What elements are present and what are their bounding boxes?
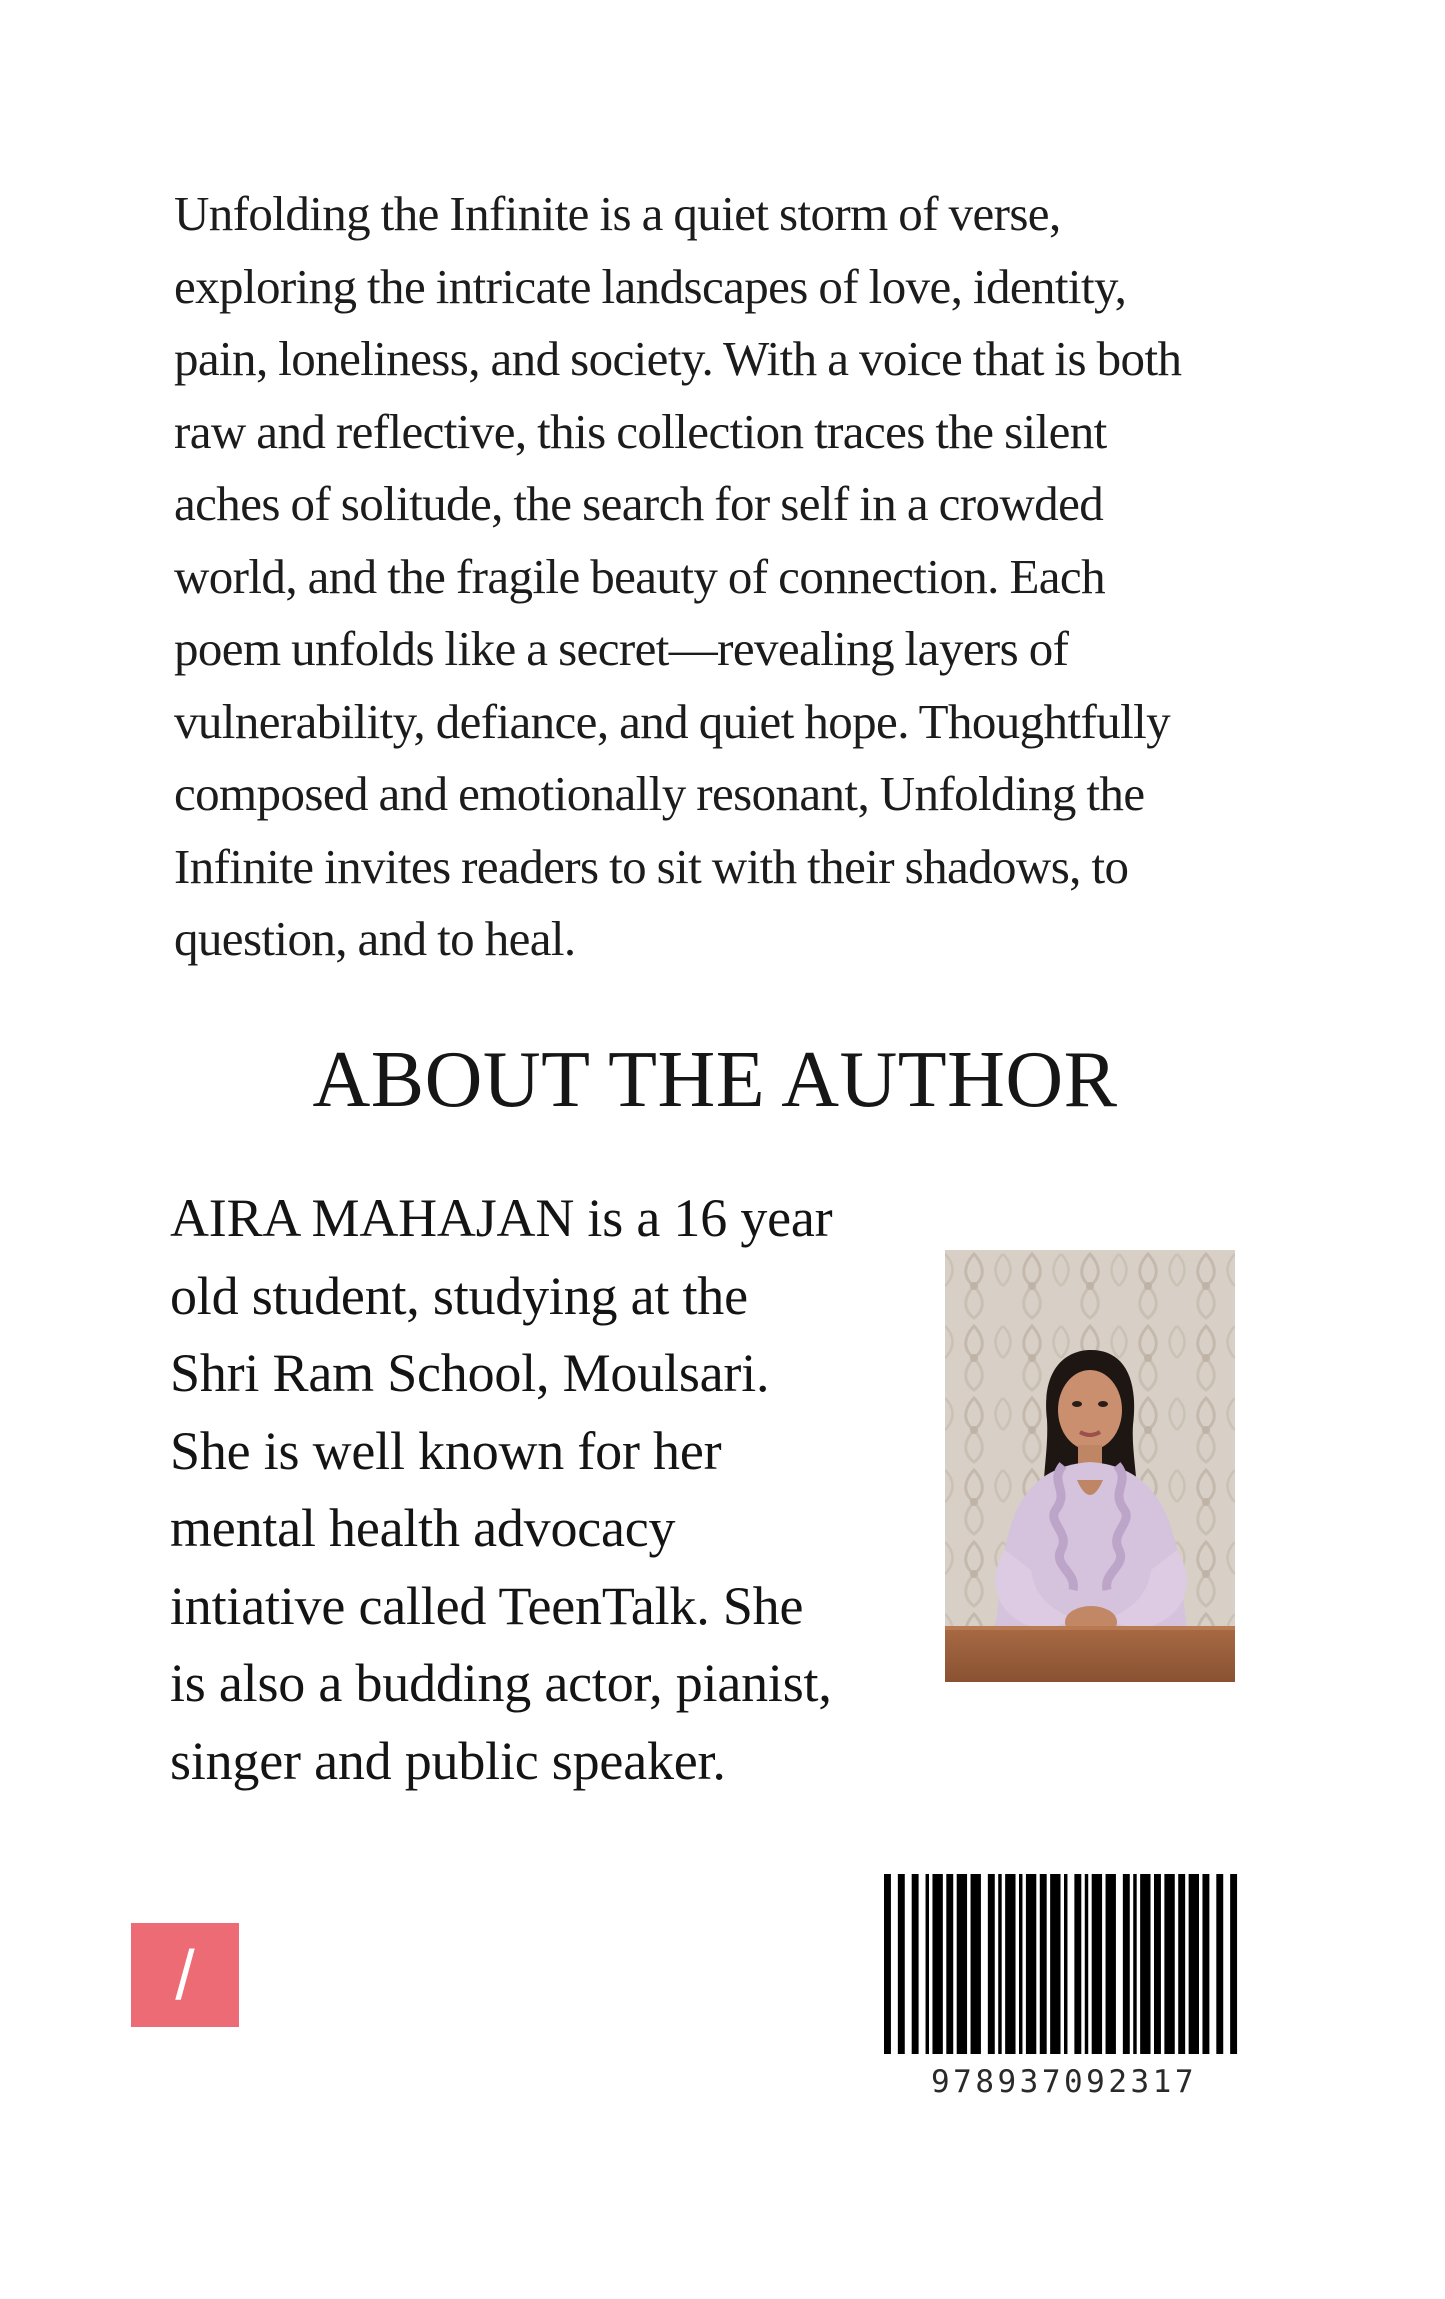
isbn-number: 978937092317 xyxy=(931,2064,1197,2100)
barcode-bar xyxy=(957,1874,967,2054)
bio-line: Shri Ram School, Moulsari. xyxy=(170,1343,770,1403)
bio-line: mental health advocacy xyxy=(170,1498,676,1558)
barcode-bar xyxy=(1164,1874,1174,2054)
blurb-line: Unfolding the Infinite is a quiet storm of verse, xyxy=(174,186,1061,241)
author-photo xyxy=(945,1250,1235,1682)
barcode-bar xyxy=(1123,1874,1130,2054)
barcode-bar xyxy=(1005,1874,1015,2054)
publisher-logo: / xyxy=(131,1923,239,2027)
barcode-bar xyxy=(946,1874,953,2054)
barcode-bar xyxy=(1040,1874,1047,2054)
barcode-bar xyxy=(998,1874,1001,2054)
isbn-barcode xyxy=(884,1874,1244,2054)
book-blurb xyxy=(174,178,1264,976)
barcode-bar xyxy=(1074,1874,1081,2054)
blurb-line: composed and emotionally resonant, Unfolding the xyxy=(174,766,1145,821)
barcode-bar xyxy=(1133,1874,1136,2054)
blurb-line: vulnerability, defiance, and quiet hope. Thoughtfully xyxy=(174,693,1171,749)
about-author-heading: ABOUT THE AUTHOR xyxy=(312,1036,1118,1124)
blurb-line: world, and the fragile beauty of connection. Each xyxy=(174,548,1105,604)
blurb-line: aches of solitude, the search for self in a crowded xyxy=(174,476,1104,531)
barcode-bar xyxy=(988,1874,995,2054)
barcode-bar xyxy=(926,1874,929,2054)
bio-line: intiative called TeenTalk. She xyxy=(170,1575,804,1636)
barcode-bar xyxy=(1178,1874,1185,2054)
author-bio xyxy=(170,1180,910,1800)
bio-line: singer and public speaker. xyxy=(170,1730,726,1791)
barcode-bar xyxy=(1026,1874,1036,2054)
blurb-line: pain, loneliness, and society. With a voice that is both xyxy=(174,331,1182,386)
barcode-bar xyxy=(1154,1874,1161,2054)
bio-line: is also a budding actor, pianist, xyxy=(170,1653,832,1713)
barcode-bar xyxy=(1106,1874,1116,2054)
barcode-bar xyxy=(1050,1874,1060,2054)
barcode-bar xyxy=(971,1874,981,2054)
blurb-line: exploring the intricate landscapes of love, identity, xyxy=(174,258,1127,314)
blurb-line: raw and reflective, this collection traces the silent xyxy=(174,403,1107,459)
bio-line: AIRA MAHAJAN is a 16 year xyxy=(170,1188,833,1248)
blurb-line: poem unfolds like a secret—revealing layers of xyxy=(174,621,1069,676)
barcode-bar xyxy=(1092,1874,1102,2054)
barcode-bar xyxy=(1064,1874,1067,2054)
barcode-bar xyxy=(884,1874,891,2054)
barcode-bar xyxy=(932,1874,942,2054)
barcode-bar xyxy=(1230,1874,1237,2054)
blurb-line: Infinite invites readers to sit with their shadows, to xyxy=(174,838,1129,894)
bio-line: She is well known for her xyxy=(170,1420,722,1481)
barcode-bar xyxy=(1019,1874,1022,2054)
barcode-bar xyxy=(898,1874,905,2054)
barcode-bar xyxy=(1140,1874,1150,2054)
bio-line: old student, studying at the xyxy=(170,1265,748,1326)
barcode-bar xyxy=(1189,1874,1199,2054)
barcode-bar xyxy=(1202,1874,1209,2054)
barcode-bar xyxy=(1216,1874,1223,2054)
barcode-bar xyxy=(1085,1874,1088,2054)
blurb-line: question, and to heal. xyxy=(174,911,576,966)
barcode-bar xyxy=(912,1874,919,2054)
